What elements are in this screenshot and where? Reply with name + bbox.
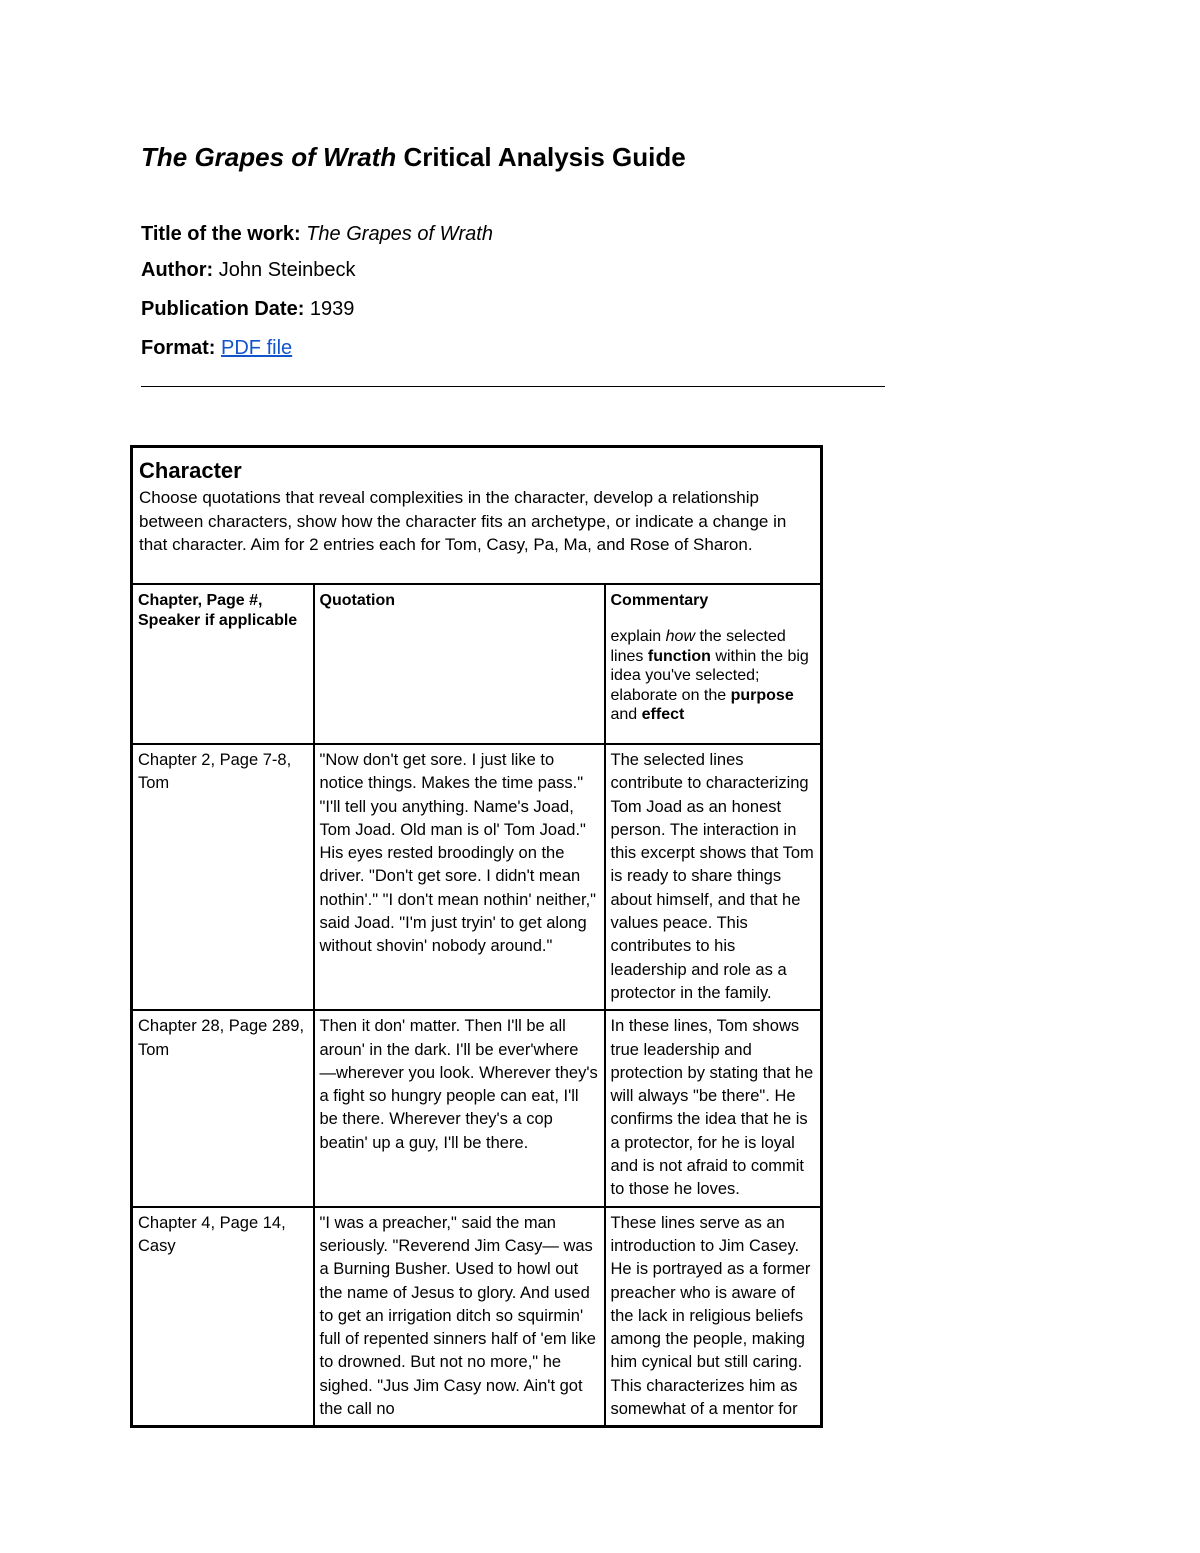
section-intro-cell [132, 447, 822, 585]
section-instructions: Choose quotations that reveal complexities in the character, develop a relationship between characters, show how the character fits an archetype, or indicate a change in that character. Aim for 2 entries each for Tom, Casy, Pa, Ma, and Rose of Sharon. [139, 488, 787, 554]
row-chapter-cell: Chapter 4, Page 14, Casy [132, 1207, 314, 1427]
table-row [132, 1207, 822, 1427]
guidance-effect: effect [641, 706, 685, 723]
meta-pubdate-line [141, 295, 354, 323]
guidance-how: how [665, 628, 696, 645]
table-row [132, 744, 822, 1010]
col-header-commentary [605, 584, 822, 744]
col-header-chapter-label: Chapter, Page #, Speaker if applicable [138, 592, 298, 629]
meta-title-line [141, 220, 493, 248]
guidance-purpose: purpose [730, 686, 794, 704]
meta-title-label: Title of the work: [141, 223, 301, 245]
col-header-quotation-label: Quotation [319, 592, 396, 609]
row-quotation-cell: Then it don' matter. Then I'll be all aroun' in the dark. I'll be ever'where —wherever you look. Wherever they's a fight so hungry people can eat, I'll be there. Wherever they's a cop beatin' up a guy, I'll be there. [314, 1010, 605, 1206]
table-header-row [132, 584, 822, 744]
page-title [141, 139, 686, 175]
meta-title-value: The Grapes of Wrath [306, 223, 493, 245]
guidance-text-3: within the big idea you've selected; elaborate on the [610, 647, 809, 704]
guidance-text-2: the selected lines [610, 628, 786, 665]
meta-author-label: Author: [141, 259, 214, 281]
meta-author-line [141, 256, 356, 284]
row-quotation-cell: "Now don't get sore. I just like to notice things. Makes the time pass." "I'll tell you anything. Name's Joad, Tom Joad. Old man is ol' Tom Joad." His eyes rested broodingly on the driver. "Don't get sore. I didn't mean nothin'." "I don't mean nothin' neither," said Joad. "I'm just tryin' to get along without shovin' nobody around." [314, 744, 605, 1010]
meta-pubdate-label: Publication Date: [141, 298, 305, 320]
row-quotation-cell: "I was a preacher," said the man seriously. "Reverend Jim Casy— was a Burning Busher. Used to howl out the name of Jesus to glory. And used to get an irrigation ditch so squirmin' full of repented sinners half of 'em like to drowned. But not no more," he sighed. "Jus Jim Casy now. Ain't got the call no [314, 1207, 605, 1427]
guidance-text-4: and [610, 706, 642, 723]
meta-author-value: John Steinbeck [218, 259, 356, 281]
guidance-text-1: explain [610, 628, 666, 645]
table-row [132, 1010, 822, 1206]
commentary-guidance [611, 627, 816, 725]
meta-format-label: Format: [141, 337, 216, 359]
col-header-commentary-label: Commentary [610, 592, 709, 609]
col-header-chapter [132, 584, 314, 744]
section-title: Character [139, 458, 242, 483]
row-commentary-cell: In these lines, Tom shows true leadership and protection by stating that he will always "be there". He confirms the idea that he is a protector, for he is loyal and is not afraid to commit to those he loves. [605, 1010, 822, 1206]
page-title-book: The Grapes of Wrath [141, 142, 397, 172]
col-header-quotation [314, 584, 605, 744]
horizontal-divider [141, 386, 885, 387]
meta-pubdate-value: 1939 [309, 298, 355, 320]
page-title-rest: Critical Analysis Guide [396, 142, 686, 172]
row-commentary-cell: These lines serve as an introduction to Jim Casey. He is portrayed as a former preacher who is aware of the lack in religious beliefs among the people, making him cynical but still caring. This characterizes him as somewhat of a mentor for [605, 1207, 822, 1427]
row-commentary-cell: The selected lines contribute to characterizing Tom Joad as an honest person. The interaction in this excerpt shows that Tom is ready to share things about himself, and that he values peace. This contributes to his leadership and role as a protector in the family. [605, 744, 822, 1010]
row-chapter-cell: Chapter 28, Page 289, Tom [132, 1010, 314, 1206]
character-analysis-table [130, 445, 823, 1428]
pdf-file-link[interactable]: PDF file [221, 337, 293, 359]
row-chapter-cell: Chapter 2, Page 7-8, Tom [132, 744, 314, 1010]
guidance-function: function [647, 647, 711, 665]
meta-format-line [141, 334, 292, 362]
